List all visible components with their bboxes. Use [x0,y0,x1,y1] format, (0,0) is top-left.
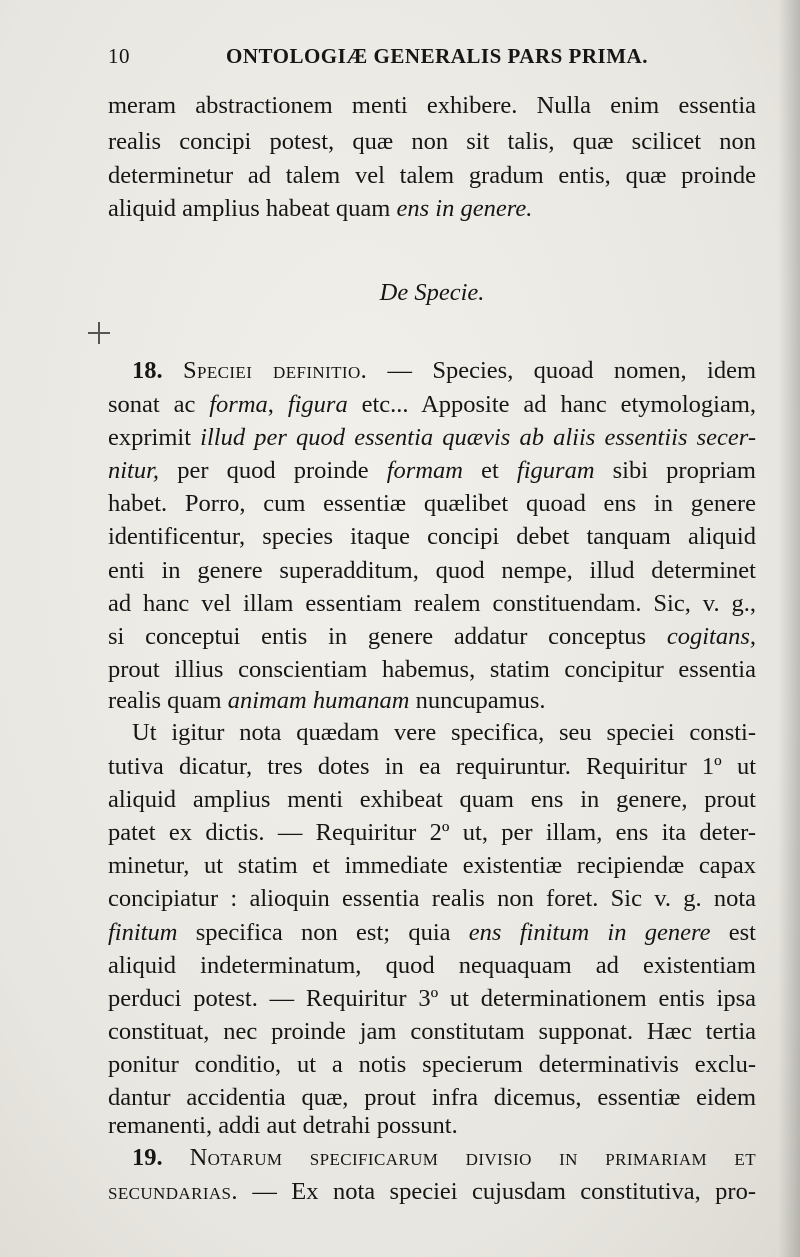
section-18-title: Speciei definitio. [182,357,368,384]
text-line: si conceptui entis in genere addatur conceptus cogitans, [108,623,756,650]
running-title: ONTOLOGIÆ GENERALIS PARS PRIMA. [226,44,648,68]
text-line: aliquid indeterminatum, quod nequaquam ad existentiam [108,952,756,979]
text-line: meram abstractionem menti exhibere. Nulla enim essentia [108,92,756,119]
text-line: ad hanc vel illam essentiam realem constituendam. Sic, v. g., [108,590,756,617]
text-line: realis quam animam humanam nuncupamus. [108,687,546,714]
text-line: ponitur conditio, ut a notis specierum determinativis exclu- [108,1051,756,1078]
text-line: remanenti, addi aut detrahi possunt. [108,1112,458,1139]
text-line: minetur, ut statim et immediate existentiæ recipiendæ capax [108,852,756,879]
text-line: realis concipi potest, quæ non sit talis, quæ scilicet non [108,128,756,155]
text-line: sonat ac forma, figura etc... Apposite ad hanc etymologiam, [108,391,756,418]
text-line: concipiatur : alioquin essentia realis non foret. Sic v. g. nota [108,885,756,912]
text-line: patet ex dictis. — Requiritur 2º ut, per illam, ens ita deter- [108,819,756,846]
text-line: dantur accidentia quæ, prout infra dicemus, essentiæ eidem [108,1084,756,1111]
text-line: Ut igitur nota quædam vere specifica, seu speciei consti- [132,719,756,746]
section-heading: De Specie. [379,279,485,306]
text-line: habet. Porro, cum essentiæ quælibet quoad ens in genere [108,490,756,517]
text-line: determinetur ad talem vel talem gradum entis, quæ proinde [108,162,756,189]
text-line: finitum specifica non est; quia ens finitum in genere est [108,919,756,946]
text-line: enti in genere superadditum, quod nempe, illud determinet [108,557,756,584]
page-header [108,44,748,74]
section-19-first-line: 19. Notarum specificarum divisio in primariam et [132,1144,756,1171]
text-line: exprimit illud per quod essentia quævis ab aliis essentiis secer- [108,424,757,451]
text-line: prout illius conscientiam habemus, statim concipitur essentia [108,656,756,683]
text-line: aliquid amplius habeat quam ens in genere. [108,195,533,222]
registration-mark [88,322,110,344]
page-number: 10 [108,44,130,68]
text-line: constituat, nec proinde jam constitutam supponat. Hæc tertia [108,1018,756,1045]
text-line: perduci potest. — Requiritur 3º ut determinationem entis ipsa [108,985,756,1012]
section-19-title: Notarum specificarum divisio in primariam et [189,1144,756,1171]
text-line: secundarias. — Ex nota speciei cujusdam constitutiva, pro- [108,1178,756,1205]
text-line: nitur, per quod proinde formam et figuram sibi propriam [108,457,756,484]
page-edge-shadow [778,0,800,1257]
text-line: aliquid amplius menti exhibeat quam ens in genere, prout [108,786,756,813]
text-line: tutiva dicatur, tres dotes in ea requiruntur. Requiritur 1º ut [108,753,756,780]
text-line: identificentur, species itaque concipi debet tanquam aliquid [108,523,756,550]
section-18-first-line: 18. Speciei definitio. — Species, quoad nomen, idem [132,357,757,384]
